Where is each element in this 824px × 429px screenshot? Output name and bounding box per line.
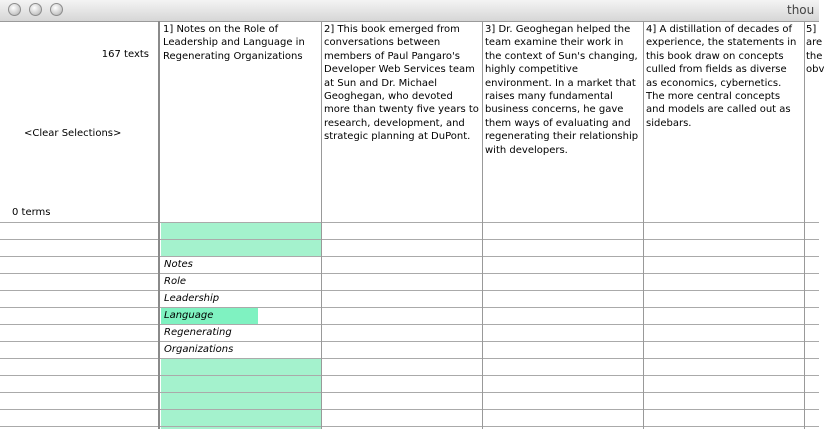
grid-row-divider (0, 239, 819, 240)
grid-cell-highlight[interactable] (161, 376, 321, 393)
window-title: thou (787, 3, 815, 17)
window-titlebar (0, 0, 819, 22)
grid-row-divider (0, 426, 819, 427)
term-row[interactable]: Notes (164, 259, 193, 270)
grid-row-divider (0, 307, 819, 308)
column-header-1[interactable]: 1] Notes on the Role of Leadership and Language in Regenerating Organizations (163, 24, 305, 62)
grid-row-divider (0, 273, 819, 274)
column-header-2[interactable]: 2] This book emerged from conversations between members of Paul Pangaro's Developer Web Services team at Sun and Dr. Michael Geoghegan, who devoted more than twenty five years to research, development, and strategic planning at DuPont. (324, 24, 479, 143)
grid-row-divider (0, 409, 819, 410)
term-row[interactable]: Role (164, 276, 186, 287)
grid-row-divider (0, 290, 819, 291)
grid-cell-highlight[interactable] (161, 359, 321, 376)
term-row[interactable]: Leadership (164, 293, 220, 304)
grid-row-divider (0, 222, 819, 223)
clear-selections-button[interactable]: <Clear Selections> (24, 128, 122, 139)
grid-column-divider (321, 21, 322, 429)
close-button[interactable] (8, 3, 21, 16)
column-header-5[interactable]: 5] are the obv (806, 24, 824, 76)
grid-cell-highlight[interactable] (161, 240, 321, 257)
grid-column-divider (643, 21, 644, 429)
term-row[interactable]: Regenerating (164, 327, 232, 338)
grid-row-divider (0, 256, 819, 257)
grid-cell-highlight[interactable] (161, 393, 321, 410)
grid-row-divider (0, 324, 819, 325)
text-count: 167 texts (101, 49, 149, 60)
term-count: 0 terms (12, 207, 51, 218)
grid-column-divider (158, 21, 160, 429)
minimize-button[interactable] (29, 3, 42, 16)
column-header-4[interactable]: 4] A distillation of decades of experience, the statements in this book draw on concepts culled from fields as diverse as economics, cybernetics. The more central concepts and models are called out as sidebars. (646, 24, 797, 129)
grid-column-divider (482, 21, 483, 429)
grid-row-divider (0, 375, 819, 376)
grid-row-divider (0, 358, 819, 359)
term-row[interactable]: Language (164, 310, 214, 321)
grid-cell-highlight[interactable] (161, 223, 321, 240)
grid-row-divider (0, 341, 819, 342)
grid-column-divider (804, 21, 805, 429)
zoom-button[interactable] (50, 3, 63, 16)
term-row[interactable]: Organizations (164, 344, 234, 355)
grid-row-divider (0, 392, 819, 393)
column-header-3[interactable]: 3] Dr. Geoghegan helped the team examine their work in the context of Sun's changing, highly competitive environment. In a market that raises many fundamental business concerns, he gave them ways of evaluating and regenerating their relationship with developers. (485, 24, 639, 156)
